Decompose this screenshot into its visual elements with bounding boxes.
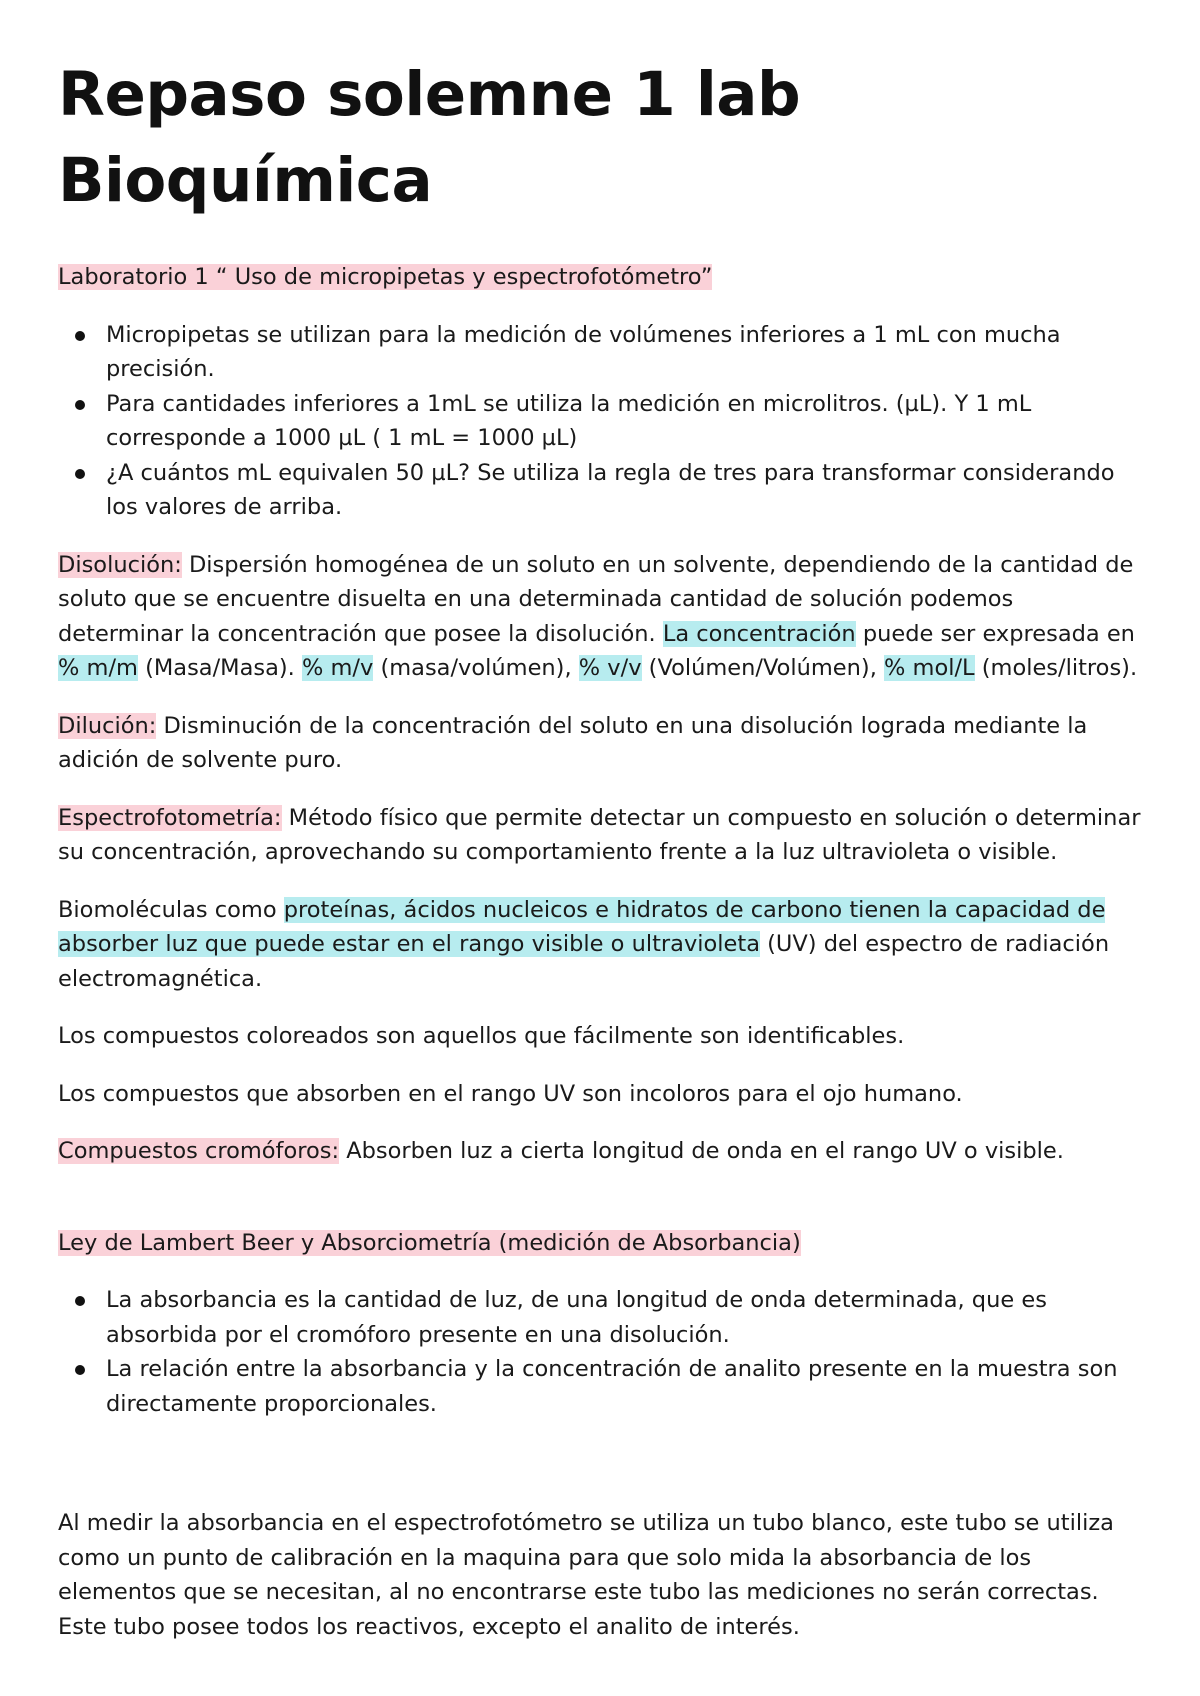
disolucion-text-3: (Masa/Masa).	[137, 655, 302, 681]
list-item: La relación entre la absorbancia y la concentración de analito presente en la muestra son directamente proporcionales.	[106, 1352, 1142, 1421]
espectro-paragraph	[58, 801, 1142, 870]
mv-highlight: % m/v	[301, 655, 374, 681]
coloreados-paragraph: Los compuestos coloreados son aquellos que fácilmente son identificables.	[58, 1023, 905, 1049]
lab1-heading: Laboratorio 1 “ Uso de micropipetas y espectrofotómetro”	[58, 264, 713, 290]
lambert-heading: Ley de Lambert Beer y Absorciometría (medición de Absorbancia)	[58, 1229, 801, 1256]
page-title: Repaso solemne 1 lab Bioquímica	[58, 59, 801, 216]
disolucion-paragraph	[58, 548, 1142, 686]
cromoforos-term: Compuestos cromóforos:	[58, 1138, 340, 1164]
disolucion-text-5: (Volúmen/Volúmen),	[641, 655, 884, 681]
list-item: Para cantidades inferiores a 1mL se utiliza la medición en microlitros. (µL). Y 1 mL corresponde a 1000 µL ( 1 mL = 1000 µL)	[106, 387, 1142, 456]
espectro-term: Espectrofotometría:	[58, 804, 282, 831]
dilucion-paragraph	[58, 709, 1142, 778]
spacer	[58, 1192, 1142, 1226]
dilucion-text: Disminución de la concentración del soluto en una disolución lograda mediante la adición de solvente puro.	[58, 712, 1088, 773]
biomoleculas-pre: Biomoléculas como	[58, 896, 284, 923]
lab1-heading-line	[58, 260, 1142, 295]
list-item: La absorbancia es la cantidad de luz, de una longitud de onda determinada, que es absorbida por el cromóforo presente en una disolución.	[106, 1283, 1142, 1352]
disolucion-text-2: puede ser expresada en	[855, 620, 1135, 647]
disolucion-text-1: Dispersión homogénea de un soluto en un solvente, dependiendo de la cantidad de soluto que se encuentre disuelta en una determinada cantidad de solución podemos determinar la concentración que posee la disolución.	[58, 551, 1134, 647]
dilucion-term: Dilución:	[58, 712, 157, 739]
cromoforos-paragraph	[58, 1134, 1142, 1169]
disolucion-text-4: (masa/volúmen),	[373, 655, 579, 681]
incoloros-paragraph: Los compuestos que absorben en el rango UV son incoloros para el ojo humano.	[58, 1080, 963, 1107]
lab1-bullet-list	[58, 318, 1142, 525]
vv-highlight: % v/v	[578, 655, 642, 681]
biomoleculas-paragraph	[58, 893, 1142, 997]
concentracion-highlight: La concentración	[662, 620, 856, 647]
disolucion-text-6: (moles/litros).	[974, 655, 1138, 681]
lambert-heading-line	[58, 1226, 1142, 1261]
disolucion-term: Disolución:	[58, 551, 182, 578]
espectro-text: Método físico que permite detectar un compuesto en solución o determinar su concentración, aprovechando su comportamiento frente a la luz ultravioleta o visible.	[58, 804, 1141, 865]
list-item: Micropipetas se utilizan para la medición de volúmenes inferiores a 1 mL con mucha precisión.	[106, 318, 1142, 387]
list-item: ¿A cuántos mL equivalen 50 µL? Se utiliza la regla de tres para transformar considerando los valores de arriba.	[106, 456, 1142, 525]
lambert-bullet-list	[58, 1283, 1142, 1421]
blanco-paragraph: Al medir la absorbancia en el espectrofotómetro se utiliza un tubo blanco, este tubo se utiliza como un punto de calibración en la maquina para que solo mida la absorbancia de los elementos que se necesitan, al no encontrarse este tubo las mediciones no serán correctas. Este tubo posee todos los reactivos, excepto el analito de interés.	[58, 1510, 1114, 1640]
spacer	[58, 1444, 1142, 1506]
biomoleculas-highlight: proteínas, ácidos nucleicos e hidratos de carbono tienen la capacidad de absorber luz que puede estar en el rango visible o ultravioleta	[58, 896, 1106, 957]
molL-highlight: % mol/L	[884, 655, 975, 681]
mm-highlight: % m/m	[58, 655, 138, 681]
cromoforos-text: Absorben luz a cierta longitud de onda en el rango UV o visible.	[339, 1138, 1064, 1164]
biomoleculas-post: (UV) del espectro de radiación electromagnética.	[58, 931, 1110, 992]
